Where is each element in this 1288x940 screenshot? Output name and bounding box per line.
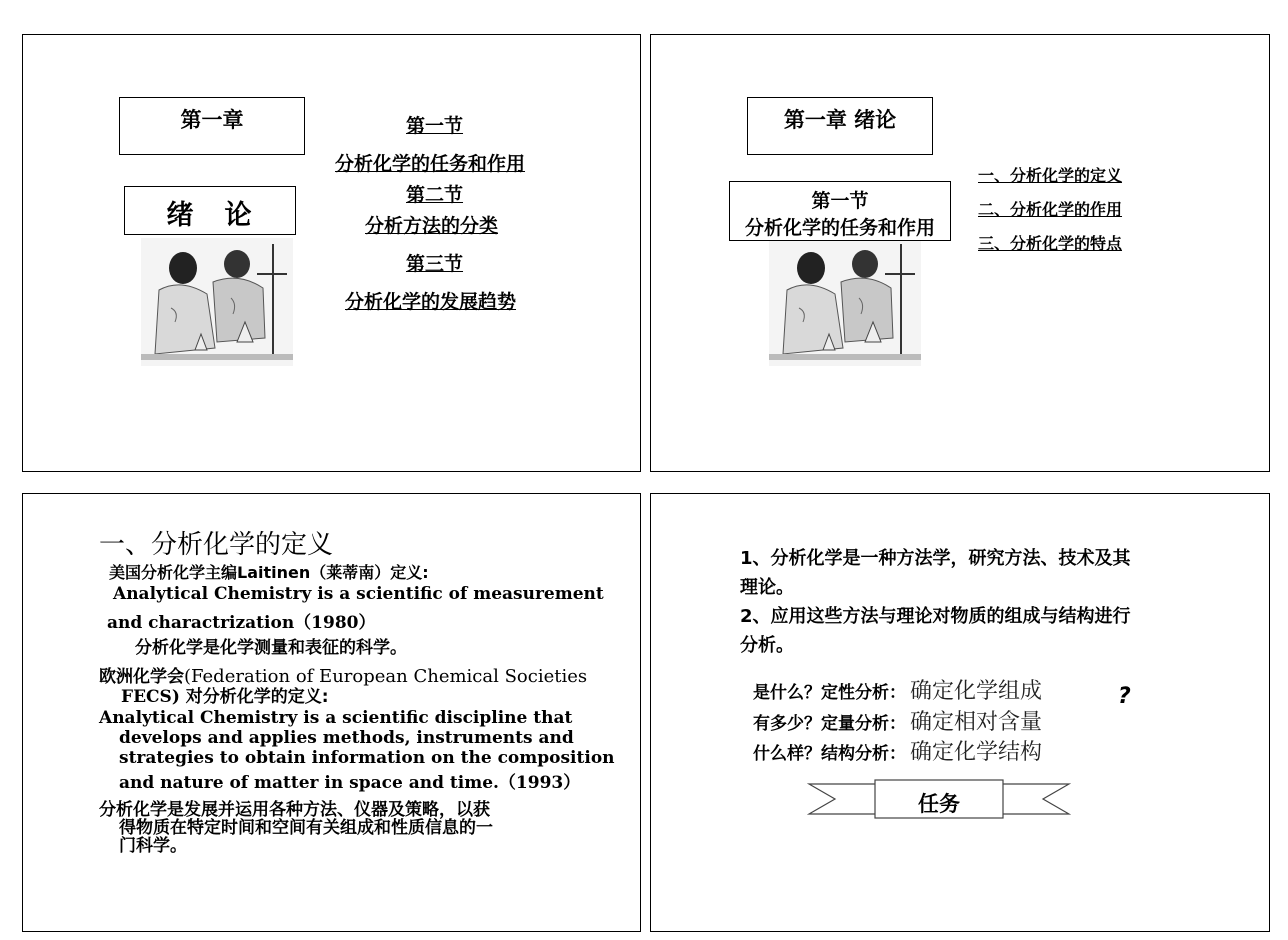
link-section-1-title[interactable]: 分析化学的任务和作用 <box>335 153 526 175</box>
point-2-line1: 2、应用这些方法与理论对物质的组成与结构进行 <box>740 606 1131 627</box>
qualitative-label: 是什么？定性分析： <box>753 683 906 703</box>
fecs-definition-label: 对分析化学的定义: <box>179 687 329 707</box>
section-box <box>729 181 951 241</box>
structural-row <box>753 735 1042 766</box>
definition-1993-en-line1: Analytical Chemistry is a scientific discipline that <box>99 708 573 728</box>
section-label: 第一节 <box>811 190 869 212</box>
quantitative-value: 确定相对含量 <box>910 710 1043 735</box>
question-mark: ? <box>1118 684 1131 709</box>
definition-1993-en-line2: develops and applies methods, instruments and <box>119 728 574 748</box>
qualitative-value: 确定化学组成 <box>910 679 1043 704</box>
fecs-abbr: FECS) <box>121 687 180 707</box>
laitinen-intro: 美国分析化学主编Laitinen（莱蒂南）定义: <box>109 563 429 582</box>
chapter-title: 第一章 绪论 <box>783 108 897 132</box>
point-1-line2: 理论。 <box>740 577 794 598</box>
slide-3 <box>22 493 641 932</box>
definition-1993-en-line4: and nature of matter in space and time.（1993） <box>119 773 581 793</box>
point-1-line1: 1、分析化学是一种方法学，研究方法、技术及其 <box>740 548 1131 569</box>
fecs-cn: 欧洲化学会 <box>99 667 184 687</box>
slide-title: 绪 论 <box>166 200 254 231</box>
definition-1980-en-line2: and charactrization（1980） <box>107 613 376 633</box>
qualitative-row <box>753 674 1042 705</box>
definition-1993-en-line3: strategies to obtain information on the composition <box>119 748 615 768</box>
link-role[interactable]: 二、分析化学的作用 <box>978 200 1123 219</box>
chapter-title-box <box>747 97 933 155</box>
link-section-2-title[interactable]: 分析方法的分类 <box>365 215 499 237</box>
definition-1993-cn-line1: 分析化学是发展并运用各种方法、仪器及策略，以获 <box>99 800 490 820</box>
chapter-label: 第一章 <box>180 108 244 132</box>
definition-1993-cn-line3: 门科学。 <box>119 836 187 856</box>
structural-value: 确定化学结构 <box>910 740 1043 765</box>
title-box <box>124 186 296 235</box>
slide-4 <box>650 493 1270 932</box>
fecs-en: (Federation of European Chemical Societies <box>184 666 588 687</box>
link-section-3-title[interactable]: 分析化学的发展趋势 <box>345 291 517 313</box>
chapter-box <box>119 97 305 155</box>
link-section-2[interactable]: 第二节 <box>406 184 464 206</box>
link-section-1[interactable]: 第一节 <box>406 115 464 137</box>
link-features[interactable]: 三、分析化学的特点 <box>978 234 1123 253</box>
definition-1980-cn: 分析化学是化学测量和表征的科学。 <box>135 638 407 658</box>
link-section-3[interactable]: 第三节 <box>406 253 464 275</box>
quantitative-row <box>753 705 1042 736</box>
quantitative-label: 有多少？定量分析： <box>753 714 906 734</box>
fecs-line2 <box>121 682 329 707</box>
section-title: 分析化学的任务和作用 <box>744 217 935 239</box>
slide-2 <box>650 34 1270 472</box>
slide-1 <box>22 34 641 472</box>
structural-label: 什么样？结构分析： <box>753 744 906 764</box>
definition-1980-en-line1: Analytical Chemistry is a scientific of measurement <box>113 584 604 604</box>
lab-scientists-image <box>769 238 921 366</box>
lab-scientists-image <box>141 238 293 366</box>
definition-1993-cn-line2: 得物质在特定时间和空间有关组成和性质信息的一 <box>119 818 493 838</box>
link-definition[interactable]: 一、分析化学的定义 <box>978 166 1123 185</box>
point-2-line2: 分析。 <box>740 635 794 656</box>
task-banner-label: 任务 <box>918 792 960 816</box>
definition-heading: 一、分析化学的定义 <box>99 530 334 560</box>
